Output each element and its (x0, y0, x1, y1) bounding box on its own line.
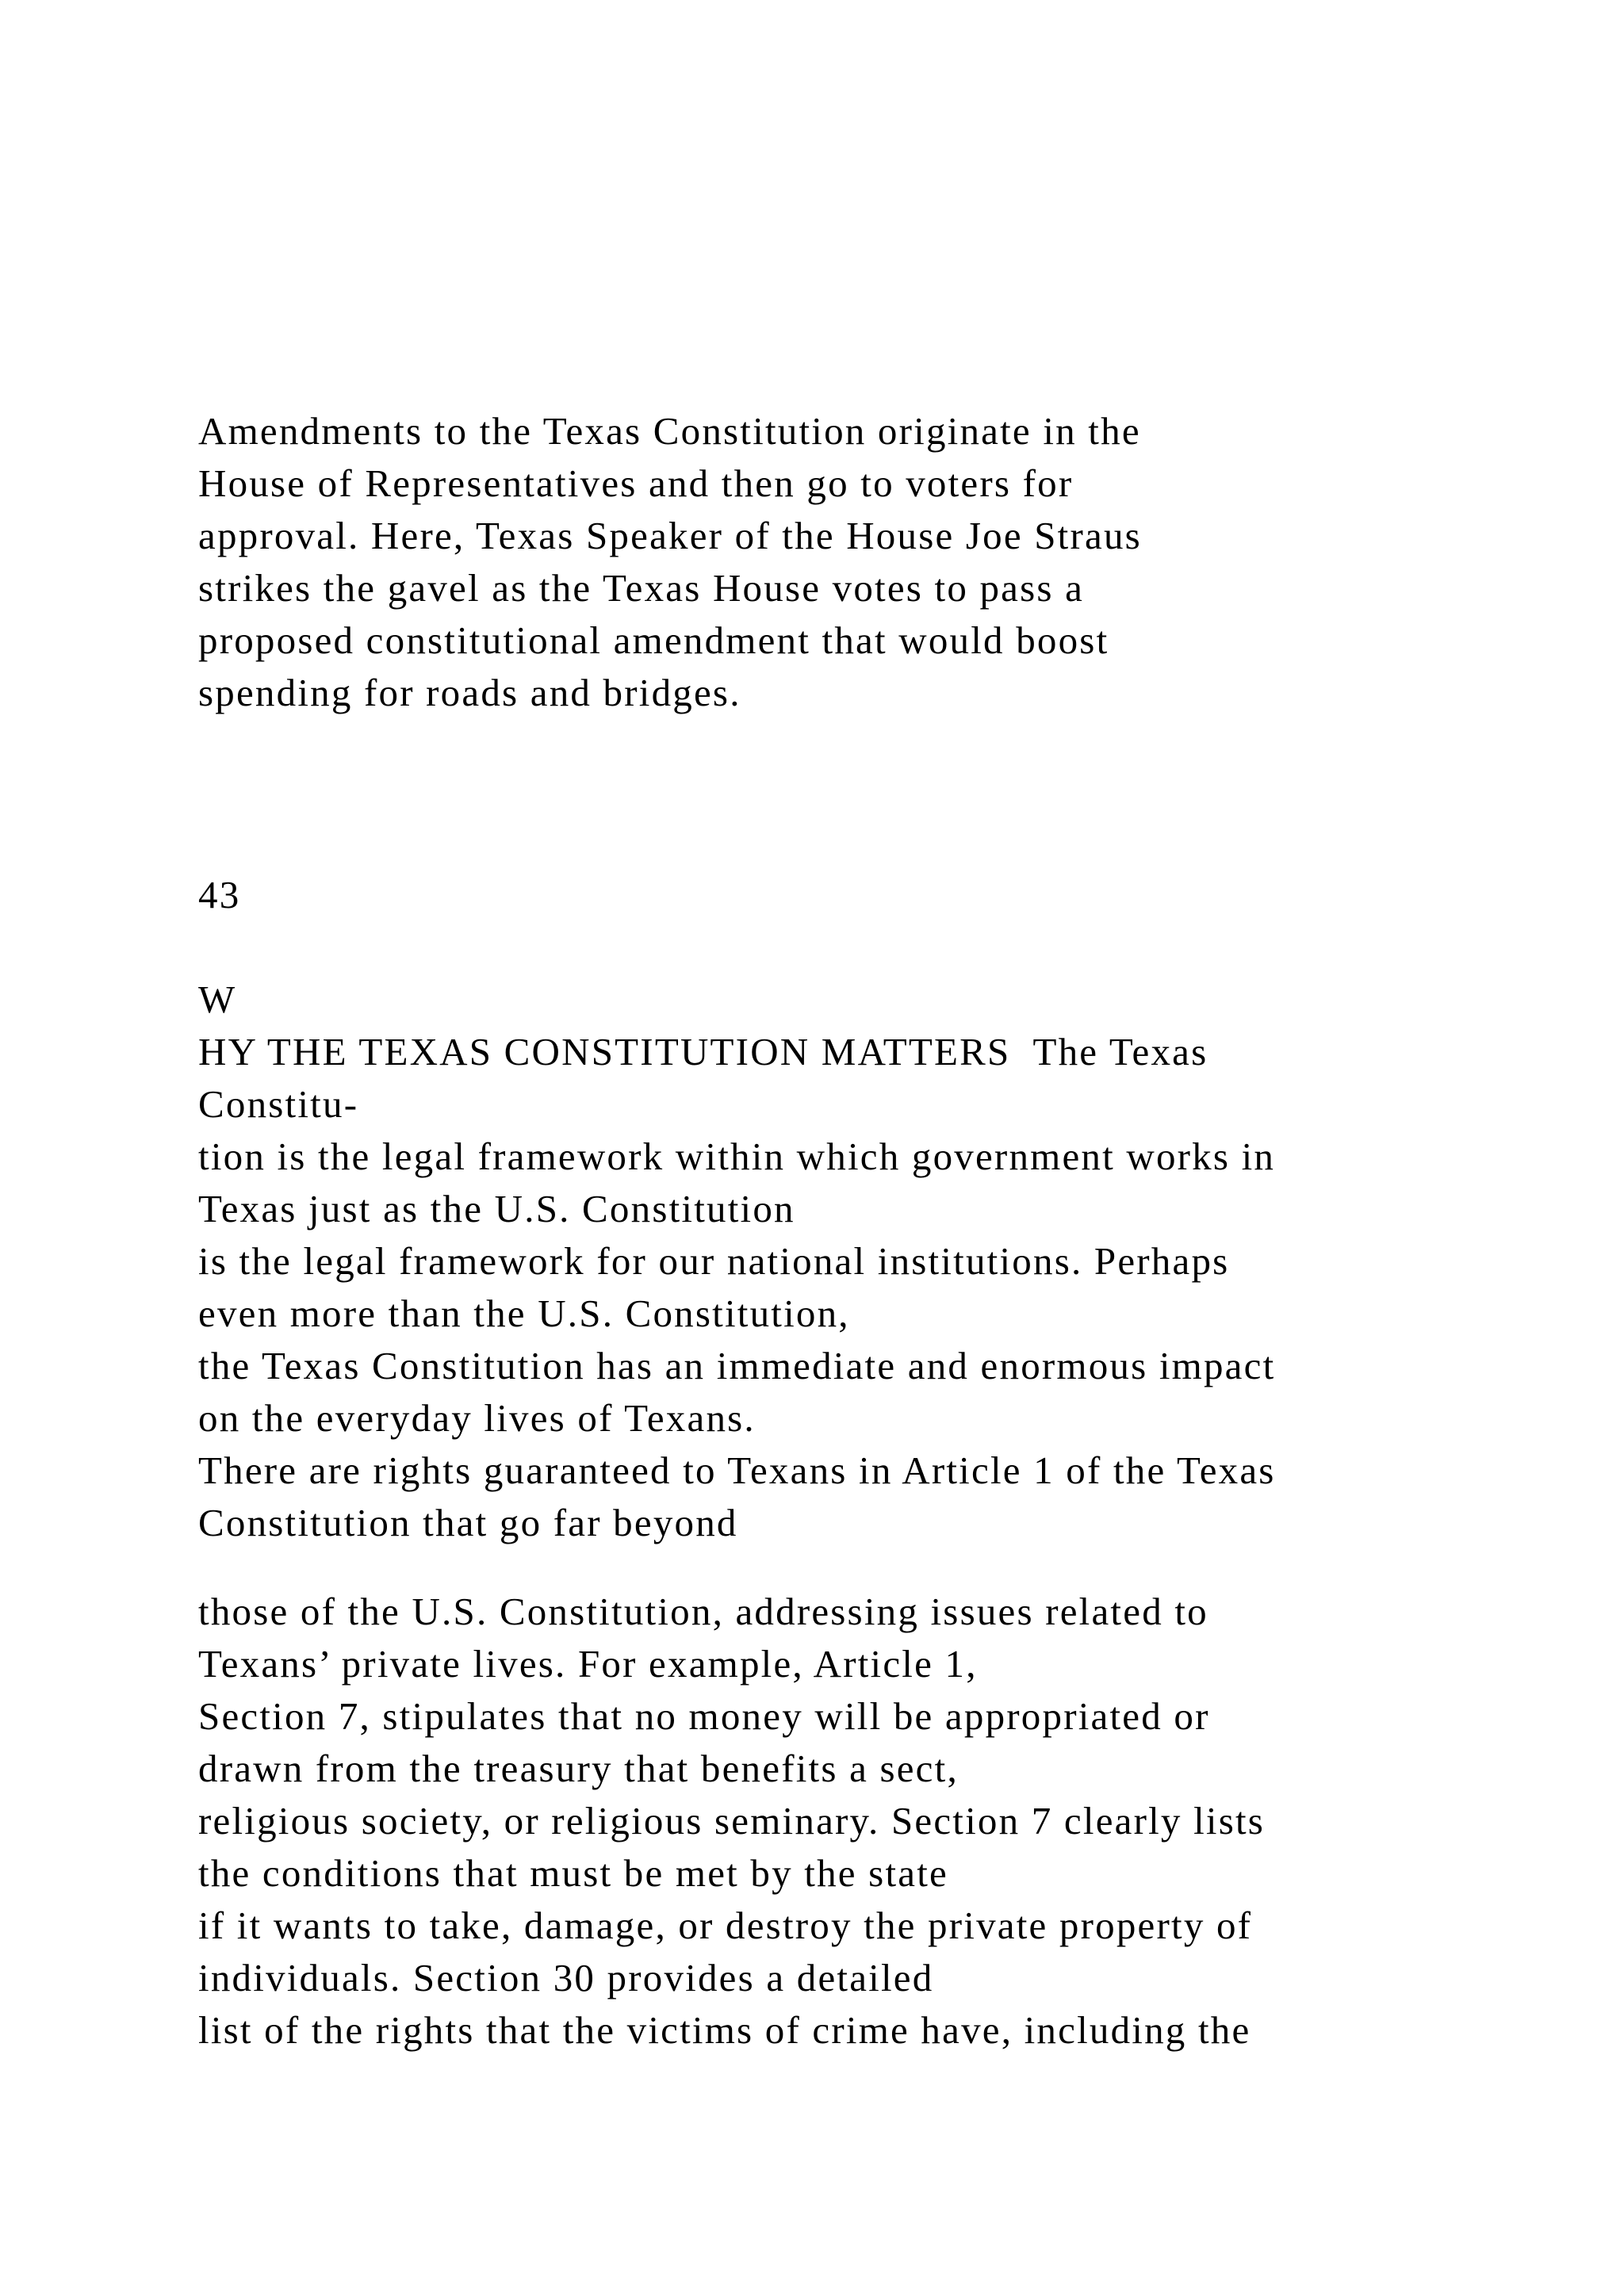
body-paragraph-1 (198, 1026, 1546, 1549)
paragraph-line: Section 7, stipulates that no money will be appropriated or (198, 1694, 1210, 1738)
paragraph-line: tion is the legal framework within which government works in (198, 1135, 1276, 1178)
caption-line: approval. Here, Texas Speaker of the House Joe Straus (198, 514, 1142, 557)
caption-line: Amendments to the Texas Constitution originate in the (198, 409, 1141, 453)
caption-line: proposed constitutional amendment that would boost (198, 618, 1109, 662)
paragraph-line: Texans’ private lives. For example, Article 1, (198, 1642, 978, 1686)
paragraph-line: the Texas Constitution has an immediate and enormous impact (198, 1344, 1276, 1387)
heading-initial-letter: W (198, 978, 237, 1021)
caption-line: strikes the gavel as the Texas House votes to pass a (198, 566, 1085, 610)
paragraph-line: those of the U.S. Constitution, addressing issues related to (198, 1590, 1208, 1633)
page-number (198, 869, 1546, 921)
paragraph-line: Constitu- (198, 1082, 359, 1126)
paragraph-line: religious society, or religious seminary. Section 7 clearly lists (198, 1799, 1266, 1843)
paragraph-line: is the legal framework for our national institutions. Perhaps (198, 1239, 1230, 1283)
paragraph-line: if it wants to take, damage, or destroy the private property of (198, 1904, 1253, 1947)
caption-line: House of Representatives and then go to voters for (198, 461, 1074, 505)
paragraph-line: list of the rights that the victims of crime have, including the (198, 2008, 1251, 2052)
heading-initial (198, 974, 1546, 1026)
paragraph-line: There are rights guaranteed to Texans in Article 1 of the Texas (198, 1448, 1276, 1492)
paragraph-line: Texas just as the U.S. Constitution (198, 1187, 795, 1230)
body-paragraph-2 (198, 1586, 1546, 2057)
caption-line: spending for roads and bridges. (198, 671, 741, 714)
paragraph-line: individuals. Section 30 provides a detailed (198, 1956, 934, 1999)
paragraph-line: HY THE TEXAS CONSTITUTION MATTERS The Texas (198, 1030, 1208, 1073)
paragraph-line: even more than the U.S. Constitution, (198, 1292, 850, 1335)
page-number-text: 43 (198, 873, 241, 916)
paragraph-line: on the everyday lives of Texans. (198, 1396, 756, 1440)
photo-caption (198, 405, 1546, 719)
paragraph-line: drawn from the treasury that benefits a sect, (198, 1747, 959, 1790)
paragraph-line: Constitution that go far beyond (198, 1501, 738, 1544)
paragraph-line: the conditions that must be met by the state (198, 1851, 948, 1895)
